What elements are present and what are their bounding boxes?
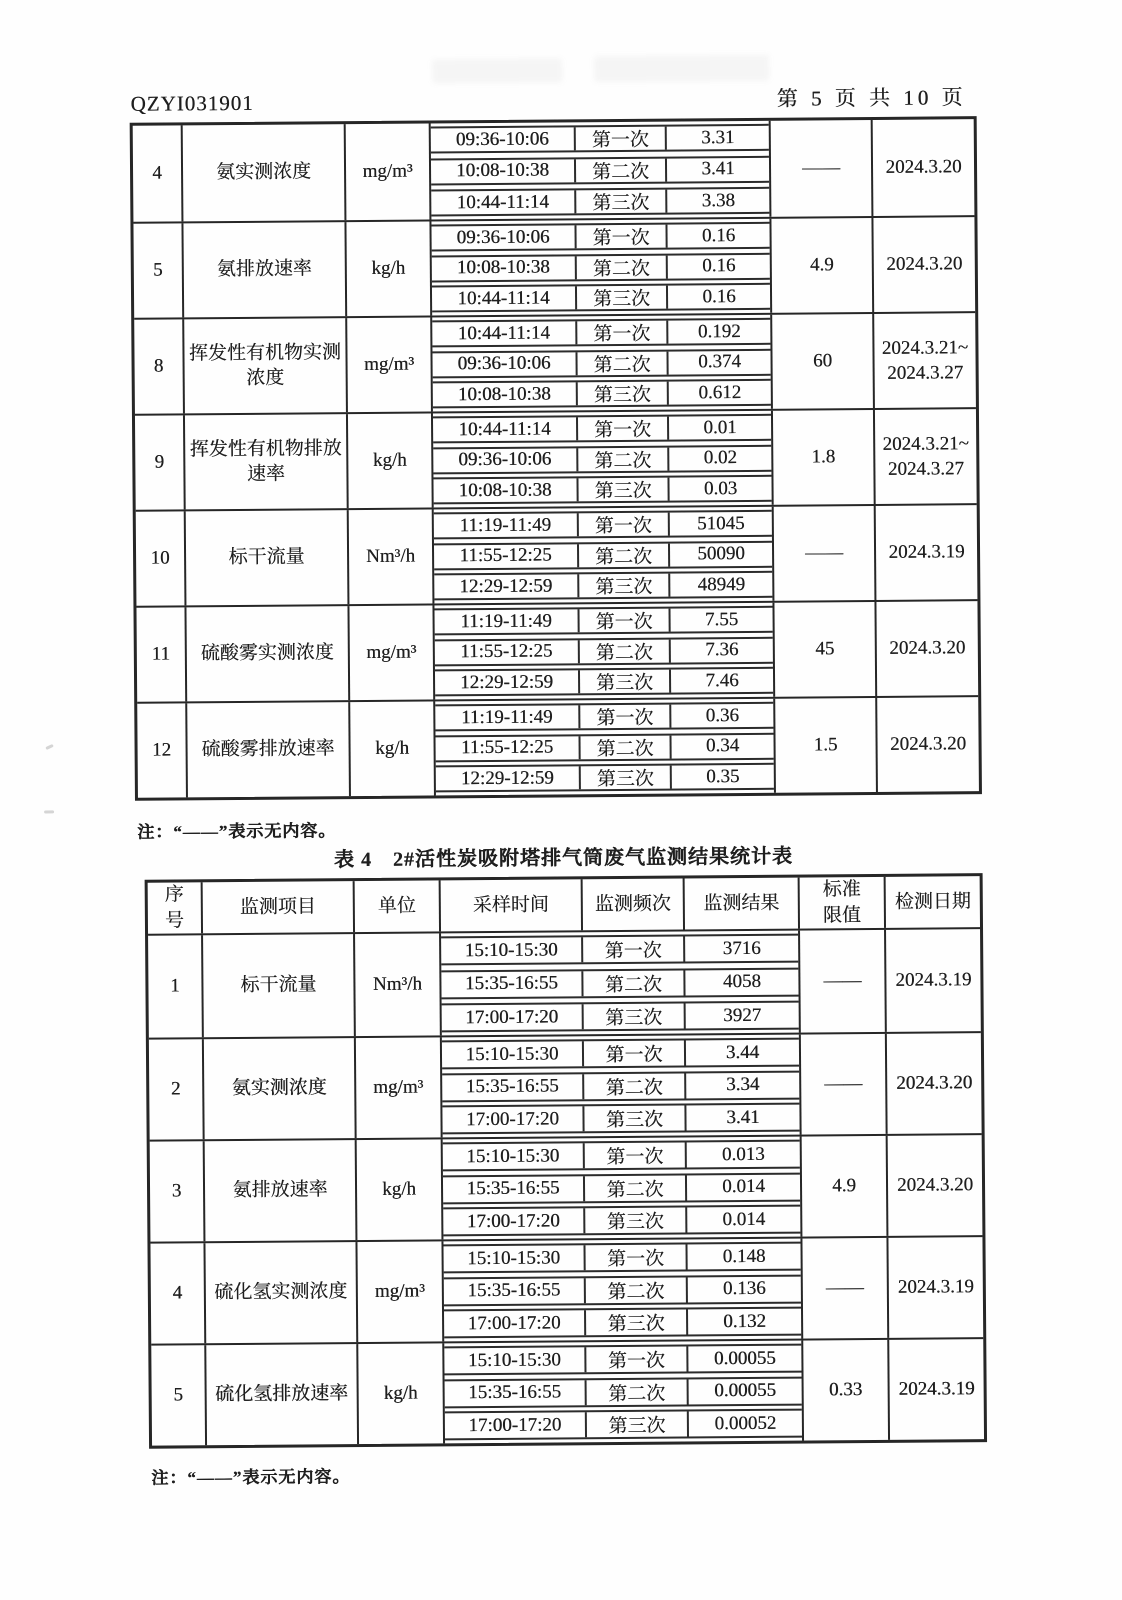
table-header-row <box>148 876 980 936</box>
sample-freq: 第三次 <box>585 1207 687 1233</box>
table-row <box>150 1133 983 1242</box>
sample-row <box>444 1307 801 1339</box>
sample-freq: 第二次 <box>580 639 671 663</box>
sample-freq: 第二次 <box>584 1073 686 1099</box>
limit-cell: —— <box>801 1034 888 1135</box>
date-cell: 2024.3.19 <box>898 1378 975 1401</box>
sample-result: 7.36 <box>705 639 739 661</box>
sample-row <box>444 1344 801 1376</box>
date-cell: 2024.3.20 <box>886 253 963 276</box>
sample-result: 3.41 <box>701 158 735 180</box>
sample-freq: 第二次 <box>576 158 667 182</box>
scan-speck-artifact <box>45 744 54 750</box>
sample-freq: 第一次 <box>583 936 685 962</box>
date-cell: 2024.3.20 <box>889 733 967 756</box>
table-row <box>137 695 979 798</box>
unit-cell: mg/m³ <box>356 1037 443 1138</box>
sample-freq: 第一次 <box>578 417 669 441</box>
table-row <box>134 311 976 414</box>
sample-row <box>434 540 772 570</box>
sample-time: 12:29-12:59 <box>435 670 580 694</box>
sample-row <box>432 318 770 348</box>
page-header <box>130 81 966 118</box>
sample-freq: 第三次 <box>578 478 669 502</box>
sample-result: 0.132 <box>723 1310 767 1332</box>
seq-cell: 4 <box>150 1243 206 1343</box>
sample-result: 0.16 <box>702 255 736 277</box>
sample-time: 12:29-12:59 <box>436 766 581 790</box>
unit-cell: Nm³/h <box>349 509 435 604</box>
sample-time: 11:19-11:49 <box>435 609 580 633</box>
sample-result: 3.31 <box>701 126 735 148</box>
sample-time: 11:55-12:25 <box>434 544 579 568</box>
sample-freq: 第二次 <box>578 447 669 471</box>
sample-row <box>445 1409 802 1441</box>
sample-row <box>431 187 769 217</box>
sample-time: 10:08-10:38 <box>431 159 576 183</box>
sample-result: 0.014 <box>722 1208 766 1230</box>
item-cell: 硫化氢排放速率 <box>206 1344 359 1445</box>
date-cell: 2024.3.19 <box>897 1276 974 1299</box>
sample-freq: 第三次 <box>584 1105 686 1131</box>
unit-cell: Nm³/h <box>355 933 442 1036</box>
unit-cell: kg/h <box>350 701 436 796</box>
date-cell: 2024.3.19 <box>888 541 965 564</box>
sample-result: 3.34 <box>726 1073 760 1096</box>
sample-time: 11:19-11:49 <box>435 705 580 729</box>
monitoring-table-continued <box>130 116 982 801</box>
limit-cell: 4.9 <box>802 1136 889 1237</box>
sample-freq: 第二次 <box>577 351 668 375</box>
sample-result: 0.01 <box>703 416 737 438</box>
sample-time: 11:55-12:25 <box>435 736 580 760</box>
table-row <box>135 407 977 510</box>
sample-freq: 第三次 <box>578 382 669 406</box>
sample-row <box>441 967 798 999</box>
sample-time: 10:44-11:14 <box>432 321 577 345</box>
header-seq: 序 号 <box>148 882 203 933</box>
sample-freq: 第一次 <box>585 1244 687 1270</box>
sample-row <box>434 510 772 540</box>
sample-row <box>433 414 771 444</box>
sample-result: 3.38 <box>701 189 735 211</box>
sample-freq: 第二次 <box>586 1277 688 1303</box>
header-freq: 监测频次 <box>583 878 685 930</box>
sample-row <box>441 934 798 966</box>
sample-freq: 第二次 <box>587 1379 689 1405</box>
item-cell: 硫化氢实测浓度 <box>205 1242 358 1343</box>
samples-group <box>441 931 801 1036</box>
item-cell: 挥发性有机物排放 速率 <box>185 414 349 509</box>
sample-row <box>435 702 773 732</box>
sample-time: 11:19-11:49 <box>434 513 579 537</box>
table-row <box>151 1337 984 1446</box>
seq-cell: 2 <box>149 1039 205 1139</box>
samples-group <box>443 1137 803 1240</box>
sample-freq: 第一次 <box>577 321 668 345</box>
sample-time: 09:36-10:06 <box>432 352 577 376</box>
sample-row <box>442 1103 799 1135</box>
sample-freq: 第三次 <box>581 766 672 790</box>
sample-freq: 第三次 <box>577 286 668 310</box>
sample-result: 3716 <box>722 937 761 959</box>
sample-result: 48949 <box>697 573 746 595</box>
table-row <box>149 1031 982 1140</box>
limit-cell: —— <box>802 1238 889 1339</box>
sample-row <box>435 636 773 666</box>
sample-row <box>442 1038 799 1070</box>
unit-cell: kg/h <box>358 1343 445 1444</box>
sample-time: 12:29-12:59 <box>434 574 579 598</box>
unit-cell: kg/h <box>348 413 434 508</box>
item-cell: 氨实测浓度 <box>204 1038 357 1139</box>
sample-result: 0.148 <box>722 1245 766 1267</box>
sample-result: 0.35 <box>706 765 740 787</box>
sample-row <box>432 283 770 313</box>
scan-bleedthrough-artifact <box>594 55 769 82</box>
sample-result: 0.03 <box>703 477 738 499</box>
monitoring-table-4 <box>145 873 987 1449</box>
date-cell: 2024.3.20 <box>896 1174 974 1197</box>
sample-time: 10:08-10:38 <box>433 382 578 406</box>
sample-result: 3927 <box>723 1004 762 1026</box>
unit-cell: mg/m³ <box>347 317 433 412</box>
sample-row <box>434 606 772 636</box>
sample-time: 10:08-10:38 <box>432 256 577 280</box>
sample-time: 17:00-17:20 <box>442 1004 584 1030</box>
sample-row <box>432 348 770 378</box>
limit-cell: 1.5 <box>775 698 878 793</box>
samples-group <box>432 315 773 412</box>
date-cell: 2024.3.21~ 2024.3.27 <box>881 337 969 384</box>
unit-cell: kg/h <box>357 1139 444 1240</box>
sample-result: 0.02 <box>703 447 738 469</box>
seq-cell: 12 <box>137 703 188 797</box>
sample-result: 0.612 <box>698 381 742 403</box>
date-cell: 2024.3.20 <box>885 156 962 179</box>
sample-freq: 第三次 <box>587 1411 689 1437</box>
table2-footnote: 注：“——”表示无内容。 <box>151 1467 351 1488</box>
sample-result: 3.41 <box>726 1106 760 1128</box>
sample-freq: 第一次 <box>576 225 667 249</box>
date-cell: 2024.3.19 <box>895 969 972 992</box>
seq-cell: 10 <box>136 511 187 605</box>
sample-row <box>435 732 773 762</box>
sample-result: 0.00055 <box>714 1379 777 1402</box>
sample-row <box>443 1242 800 1274</box>
sample-result: 0.013 <box>721 1143 765 1165</box>
seq-cell: 9 <box>135 415 186 509</box>
sample-result: 0.192 <box>697 320 741 342</box>
header-date: 检测日期 <box>894 891 971 913</box>
sample-time: 17:00-17:20 <box>445 1412 587 1438</box>
sample-row <box>442 1070 799 1102</box>
table-row <box>148 929 981 1038</box>
sample-freq: 第二次 <box>583 970 685 996</box>
seq-cell: 1 <box>148 935 204 1037</box>
sample-result: 0.00055 <box>713 1347 776 1369</box>
sample-time: 15:10-15:30 <box>444 1347 586 1373</box>
scan-bleedthrough-artifact <box>432 58 562 83</box>
sample-row <box>436 763 774 793</box>
sample-time: 09:36-10:06 <box>431 225 576 249</box>
sample-row <box>442 1001 799 1033</box>
unit-cell: mg/m³ <box>357 1241 444 1342</box>
sample-row <box>431 124 769 154</box>
sample-time: 10:08-10:38 <box>433 478 578 502</box>
date-cell: 2024.3.20 <box>896 1072 973 1095</box>
sample-freq: 第一次 <box>585 1142 687 1168</box>
sample-row <box>432 252 770 282</box>
limit-cell: —— <box>771 120 874 217</box>
sample-freq: 第一次 <box>580 609 671 633</box>
sample-time: 10:44-11:14 <box>431 190 576 214</box>
limit-cell: 1.8 <box>773 410 876 505</box>
sample-row <box>431 155 769 185</box>
sample-time: 15:10-15:30 <box>444 1245 586 1271</box>
samples-group <box>431 121 772 220</box>
limit-cell: —— <box>774 506 877 601</box>
table-row <box>133 215 975 318</box>
sample-result: 4058 <box>722 970 762 993</box>
sample-time: 17:00-17:20 <box>443 1208 585 1234</box>
seq-cell: 5 <box>133 223 184 317</box>
table1-footnote: 注：“——”表示无内容。 <box>137 821 337 842</box>
sample-time: 15:35-16:55 <box>441 971 583 997</box>
sample-row <box>431 222 769 252</box>
sample-freq: 第一次 <box>580 705 671 729</box>
table-row <box>133 119 975 222</box>
sample-result: 7.55 <box>704 608 739 630</box>
sample-result: 0.00052 <box>714 1412 777 1434</box>
sample-result: 0.34 <box>705 735 740 757</box>
limit-cell: 45 <box>774 602 877 697</box>
sample-result: 50090 <box>697 542 745 565</box>
sample-freq: 第三次 <box>586 1309 688 1335</box>
unit-cell: mg/m³ <box>346 123 432 220</box>
sample-result: 0.136 <box>722 1277 766 1300</box>
item-cell: 标干流量 <box>203 934 356 1037</box>
samples-group <box>444 1341 804 1444</box>
limit-cell: 60 <box>772 314 875 409</box>
page-number: 第 5 页 共 10 页 <box>776 85 967 111</box>
sample-time: 09:36-10:06 <box>433 448 578 472</box>
sample-result: 0.374 <box>698 351 742 373</box>
item-cell: 氨实测浓度 <box>183 124 347 221</box>
sample-time: 15:10-15:30 <box>441 937 583 963</box>
sample-time: 10:44-11:14 <box>432 286 577 310</box>
sample-row <box>433 475 771 505</box>
header-time: 采样时间 <box>441 879 583 931</box>
sample-freq: 第三次 <box>584 1003 686 1029</box>
sample-freq: 第一次 <box>586 1346 688 1372</box>
seq-cell: 11 <box>136 607 187 701</box>
sample-freq: 第三次 <box>580 670 671 694</box>
samples-group <box>431 219 772 316</box>
sample-freq: 第二次 <box>585 1175 687 1201</box>
sample-time: 09:36-10:06 <box>431 127 576 151</box>
sample-result: 51045 <box>696 512 745 534</box>
sample-result: 3.44 <box>725 1041 760 1063</box>
sample-row <box>443 1140 800 1172</box>
sample-row <box>433 379 771 409</box>
seq-cell: 3 <box>150 1141 206 1241</box>
sample-result: 0.16 <box>702 285 736 307</box>
sample-freq: 第一次 <box>584 1040 686 1066</box>
item-cell: 氨排放速率 <box>183 222 347 317</box>
seq-cell: 8 <box>134 319 185 413</box>
sample-row <box>435 667 773 697</box>
unit-cell: mg/m³ <box>349 605 435 700</box>
date-cell: 2024.3.20 <box>889 637 966 660</box>
document-code: QZYI031901 <box>130 90 254 116</box>
table-row <box>136 599 978 702</box>
sample-time: 17:00-17:20 <box>442 1106 584 1132</box>
sample-time: 15:35-16:55 <box>442 1074 584 1100</box>
header-unit: 单位 <box>355 880 441 932</box>
sample-freq: 第三次 <box>576 190 667 214</box>
unit-cell: kg/h <box>346 221 432 316</box>
item-cell: 挥发性有机物实测 浓度 <box>184 318 348 413</box>
sample-time: 15:35-16:55 <box>444 1278 586 1304</box>
limit-cell: —— <box>800 930 887 1033</box>
sample-result: 7.46 <box>705 669 739 691</box>
item-cell: 硫酸雾排放速率 <box>187 702 351 797</box>
header-item: 监测项目 <box>203 881 355 933</box>
seq-cell: 5 <box>151 1345 207 1445</box>
sample-freq: 第二次 <box>579 543 670 567</box>
sample-row <box>443 1172 800 1204</box>
samples-group <box>443 1239 803 1342</box>
sample-freq: 第二次 <box>580 735 671 759</box>
table-row <box>136 503 978 606</box>
sample-row <box>443 1205 800 1237</box>
sample-freq: 第二次 <box>577 255 668 279</box>
scan-speck-artifact <box>44 810 54 813</box>
samples-group <box>442 1035 802 1138</box>
sample-freq: 第三次 <box>579 574 670 598</box>
sample-time: 10:44-11:14 <box>433 417 578 441</box>
samples-group <box>435 699 776 796</box>
sample-freq: 第一次 <box>579 513 670 537</box>
samples-group <box>433 411 774 508</box>
sample-row <box>433 444 771 474</box>
sample-result: 0.36 <box>705 704 740 726</box>
header-result: 监测结果 <box>685 878 800 930</box>
sample-row <box>445 1376 802 1408</box>
item-cell: 氨排放速率 <box>205 1140 358 1241</box>
sample-result: 0.16 <box>701 224 736 246</box>
sample-time: 11:55-12:25 <box>435 640 580 664</box>
sample-time: 15:35-16:55 <box>445 1380 587 1406</box>
date-cell: 2024.3.21~ 2024.3.27 <box>882 433 969 480</box>
sample-freq: 第一次 <box>576 127 667 151</box>
item-cell: 硫酸雾实测浓度 <box>186 606 350 701</box>
sample-time: 17:00-17:20 <box>444 1310 586 1336</box>
table-row <box>150 1235 983 1344</box>
seq-cell: 4 <box>133 125 184 221</box>
sample-time: 15:35-16:55 <box>443 1176 585 1202</box>
sample-time: 15:10-15:30 <box>443 1143 585 1169</box>
sample-row <box>434 571 772 601</box>
limit-cell: 0.33 <box>803 1340 890 1441</box>
sample-row <box>444 1274 801 1306</box>
sample-time: 15:10-15:30 <box>442 1041 584 1067</box>
item-cell: 标干流量 <box>186 510 350 605</box>
header-limit: 标准 限值 <box>800 877 886 929</box>
sample-result: 0.014 <box>722 1175 765 1198</box>
samples-group <box>434 603 775 700</box>
limit-cell: 4.9 <box>771 218 874 313</box>
samples-group <box>434 507 775 604</box>
table2-title: 表 4 2#活性炭吸附塔排气筒废气监测结果统计表 <box>333 845 794 872</box>
